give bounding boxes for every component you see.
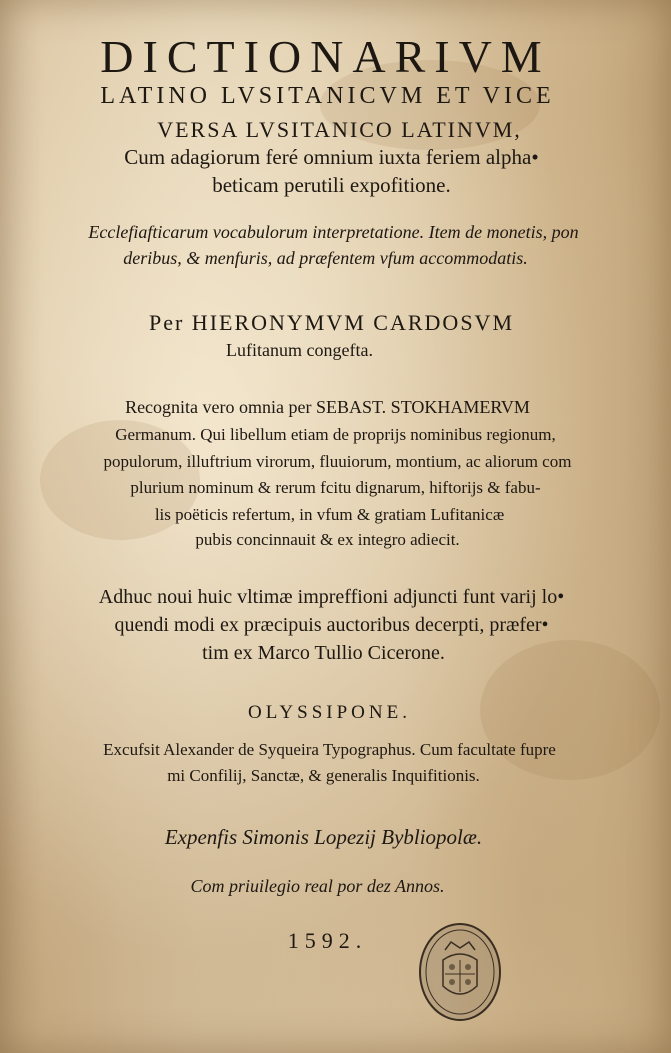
- recognita-line: Germanum. Qui libellum etiam de proprijs nominibus regionum,: [115, 425, 556, 444]
- recognita-line: populorum, illuftrium virorum, fluuiorum, montium, ac aliorum com: [103, 452, 572, 471]
- subtitle-line-2: beticam perutili expofitione.: [212, 173, 451, 197]
- place-of-printing: OLYSSIPONE.: [248, 702, 411, 723]
- italic-line-2: deribus, & menfuris, ad præfentem vfum accommodatis.: [123, 248, 528, 268]
- recognita-line: Recognita vero omnia per SEBAST. STOKHAMERVM: [125, 397, 530, 417]
- privilege-line: Com priuilegio real por dez Annos.: [190, 876, 445, 896]
- author-line: Per HIERONYMVM CARDOSVM: [148, 310, 515, 335]
- printer-line: mi Confilij, Sanctæ, & generalis Inquifitionis.: [167, 766, 480, 785]
- library-stamp-icon: [415, 920, 505, 1024]
- adhuc-line: quendi modi ex præcipuis auctoribus decerpti, præfer•: [114, 614, 549, 636]
- subtitle-line-1: Cum adagiorum feré omnium iuxta feriem alpha•: [124, 145, 539, 169]
- publisher-line: Expenfis Simonis Lopezij Bybliopolæ.: [164, 825, 483, 849]
- recognita-line: plurium nominum & rerum fcitu dignarum, hiftorijs & fabu-: [130, 478, 541, 497]
- adhuc-line: Adhuc noui huic vltimæ impreffioni adjuncti funt varij lo•: [98, 586, 565, 608]
- author-subline: Lufitanum congefta.: [226, 340, 373, 360]
- italic-line-1: Ecclefiafticarum vocabulorum interpretatione. Item de monetis, pon: [88, 222, 579, 242]
- book-title: DICTIONARIVM: [100, 31, 551, 82]
- title-line-3: VERSA LVSITANICO LATINVM,: [157, 117, 522, 142]
- adhuc-line: tim ex Marco Tullio Cicerone.: [202, 642, 445, 664]
- publication-year: 1592.: [287, 928, 368, 953]
- printer-line: Excufsit Alexander de Syqueira Typographus. Cum facultate fupre: [103, 740, 556, 759]
- recognita-line: lis poëticis refertum, in vfum & gratiam Lufitanicæ: [154, 505, 505, 524]
- recognita-line: pubis concinnauit & ex integro adiecit.: [195, 530, 460, 549]
- title-line-2: LATINO LVSITANICVM ET VICE: [100, 83, 555, 109]
